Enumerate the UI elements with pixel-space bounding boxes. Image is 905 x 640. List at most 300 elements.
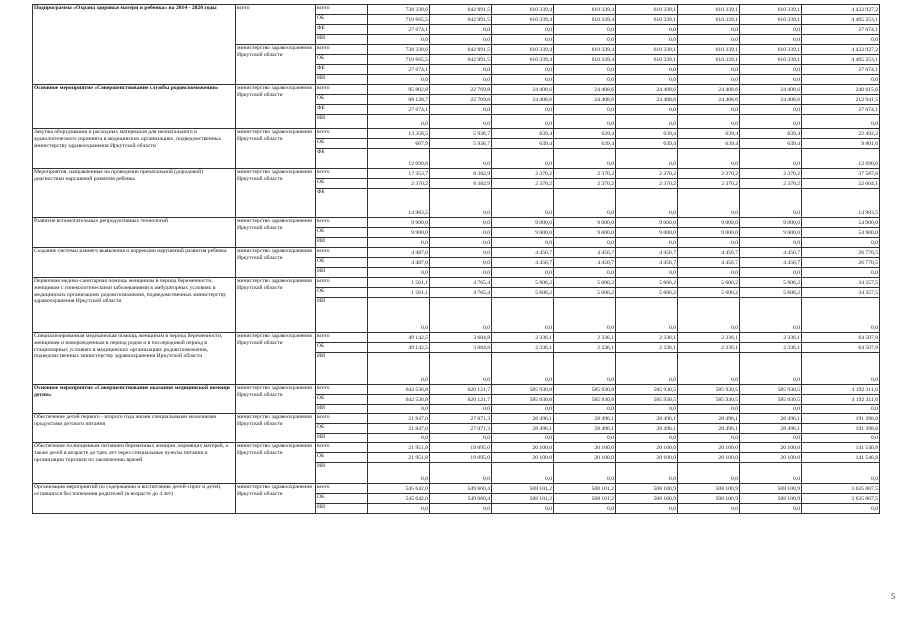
funding-source-cell: всего	[316, 278, 368, 288]
year-value-cell: 4 487,0	[368, 248, 430, 258]
year-value-cell: 9 000,0	[554, 218, 616, 228]
year-value-cell: 0,0	[616, 238, 678, 248]
year-value-cell: 0,0	[368, 238, 430, 248]
year-value-cell: 4 456,7	[554, 248, 616, 258]
year-value-cell: 68 128,7	[368, 95, 430, 105]
year-value-cell: 639,4	[554, 139, 616, 149]
year-value-cell: 0,0	[368, 353, 430, 385]
year-value-cell: 0,0	[368, 75, 430, 85]
year-value-cell: 2 370,2	[678, 169, 740, 179]
funding-source-cell: ФБ	[316, 149, 368, 169]
year-value-cell: 610 339,1	[678, 45, 740, 55]
year-value-cell: 610 339,1	[740, 15, 802, 25]
funding-source-cell: ОБ	[316, 395, 368, 405]
year-value-cell: 0,0	[740, 115, 802, 129]
year-value-cell: 0,0	[430, 35, 492, 45]
year-value-cell: 4 456,7	[616, 248, 678, 258]
total-value-cell: 212 941,5	[802, 95, 880, 105]
year-value-cell: 28 496,1	[678, 414, 740, 424]
total-value-cell: 34 357,5	[802, 288, 880, 298]
funding-source-cell: всего	[316, 414, 368, 424]
year-value-cell: 585 930,5	[740, 395, 802, 405]
year-value-cell: 9 000,0	[740, 228, 802, 238]
year-value-cell: 0,0	[492, 405, 554, 414]
funding-source-cell: всего	[316, 169, 368, 179]
year-value-cell: 508 100,9	[616, 494, 678, 504]
year-value-cell: 0,0	[678, 463, 740, 484]
year-value-cell: 0,0	[616, 189, 678, 218]
year-value-cell: 738 339,6	[368, 45, 430, 55]
total-value-cell: 34 357,5	[802, 278, 880, 288]
year-value-cell: 5 936,7	[430, 139, 492, 149]
year-value-cell: 585 930,8	[554, 385, 616, 395]
year-value-cell: 0,0	[554, 35, 616, 45]
total-value-cell: 191 398,8	[802, 414, 880, 424]
year-value-cell: 5 606,2	[740, 288, 802, 298]
table-row	[33, 385, 880, 395]
year-value-cell: 5 606,2	[678, 278, 740, 288]
year-value-cell: 620 121,7	[430, 385, 492, 395]
year-value-cell: 21 847,0	[368, 414, 430, 424]
total-value-cell: 9 801,6	[802, 139, 880, 149]
funding-source-cell: ОБ	[316, 15, 368, 25]
year-value-cell: 0,0	[430, 405, 492, 414]
year-value-cell: 0,0	[616, 405, 678, 414]
year-value-cell: 0,0	[554, 353, 616, 385]
year-value-cell: 20 100,0	[740, 453, 802, 463]
funding-source-cell: ОБ	[316, 258, 368, 268]
activity-name: Создание системы раннего выявления и коррекции нарушений развития ребенка	[33, 248, 236, 278]
total-value-cell: 12 690,6	[802, 149, 880, 169]
year-value-cell: 95 802,8	[368, 85, 430, 95]
funding-source-cell: ФБ	[316, 105, 368, 115]
year-value-cell: 4 456,7	[678, 258, 740, 268]
year-value-cell: 28 496,1	[492, 424, 554, 434]
year-value-cell: 0,0	[554, 105, 616, 115]
total-value-cell: 22 604,1	[802, 179, 880, 189]
funding-source-cell: ИИ	[316, 463, 368, 484]
executor-cell: министерство здравоохранения Иркутской области	[236, 85, 316, 129]
year-value-cell: 9 900,0	[368, 218, 430, 228]
year-value-cell: 610 339,4	[554, 55, 616, 65]
year-value-cell: 2 370,2	[368, 179, 430, 189]
year-value-cell: 4 456,7	[740, 248, 802, 258]
table-row	[33, 484, 880, 494]
total-value-cell: 4 405 253,1	[802, 55, 880, 65]
year-value-cell: 549 660,4	[430, 494, 492, 504]
year-value-cell: 0,0	[492, 268, 554, 278]
year-value-cell: 24 408,6	[492, 85, 554, 95]
year-value-cell: 0,0	[492, 65, 554, 75]
executor-cell: министерство здравоохранения Иркутской области	[236, 248, 316, 278]
year-value-cell: 9 000,0	[678, 228, 740, 238]
year-value-cell: 14 983,5	[368, 189, 430, 218]
year-value-cell: 0,0	[492, 434, 554, 443]
year-value-cell: 610 339,1	[740, 55, 802, 65]
year-value-cell: 0,0	[368, 298, 430, 333]
funding-source-cell: всего	[316, 85, 368, 95]
funding-source-cell: ФБ	[316, 189, 368, 218]
total-value-cell: 0,0	[802, 75, 880, 85]
year-value-cell: 2 336,1	[740, 343, 802, 353]
year-value-cell: 738 339,6	[368, 5, 430, 15]
year-value-cell: 2 336,1	[492, 333, 554, 343]
year-value-cell: 4 765,4	[430, 288, 492, 298]
year-value-cell: 24 408,6	[554, 95, 616, 105]
funding-source-cell: ОБ	[316, 139, 368, 149]
year-value-cell: 0,0	[430, 298, 492, 333]
year-value-cell: 21 951,8	[368, 443, 430, 453]
year-value-cell: 0,0	[430, 228, 492, 238]
year-value-cell: 0,0	[678, 434, 740, 443]
year-value-cell: 0,0	[616, 149, 678, 169]
funding-source-cell: ОБ	[316, 228, 368, 238]
year-value-cell: 0,0	[492, 504, 554, 514]
year-value-cell: 0,0	[616, 65, 678, 75]
total-value-cell: 0,0	[802, 35, 880, 45]
year-value-cell: 0,0	[616, 75, 678, 85]
year-value-cell: 549 660,4	[430, 484, 492, 494]
year-value-cell: 5 606,2	[740, 278, 802, 288]
year-value-cell: 0,0	[492, 105, 554, 115]
year-value-cell: 0,0	[554, 115, 616, 129]
year-value-cell: 9 000,0	[492, 218, 554, 228]
year-value-cell: 0,0	[616, 298, 678, 333]
year-value-cell: 585 930,5	[678, 385, 740, 395]
year-value-cell: 2 336,1	[740, 333, 802, 343]
year-value-cell: 508 101,2	[492, 484, 554, 494]
executor-cell: министерство здравоохранения Иркутской области	[236, 385, 316, 414]
year-value-cell: 2 336,1	[678, 333, 740, 343]
total-value-cell: 0,0	[802, 504, 880, 514]
funding-source-cell: ИИ	[316, 35, 368, 45]
year-value-cell: 0,0	[368, 504, 430, 514]
year-value-cell: 0,0	[678, 25, 740, 35]
year-value-cell: 20 100,0	[678, 443, 740, 453]
year-value-cell: 0,0	[492, 115, 554, 129]
year-value-cell: 0,0	[678, 75, 740, 85]
year-value-cell: 0,0	[740, 434, 802, 443]
year-value-cell: 2 370,2	[740, 169, 802, 179]
year-value-cell: 24 408,6	[554, 85, 616, 95]
year-value-cell: 0,0	[430, 65, 492, 75]
year-value-cell: 9 000,0	[616, 218, 678, 228]
year-value-cell: 21 847,0	[368, 424, 430, 434]
year-value-cell: 0,0	[554, 189, 616, 218]
funding-source-cell: всего	[316, 385, 368, 395]
funding-source-cell: всего	[316, 248, 368, 258]
year-value-cell: 9 000,0	[554, 228, 616, 238]
year-value-cell: 0,0	[740, 105, 802, 115]
total-value-cell: 4 192 311,6	[802, 385, 880, 395]
year-value-cell: 24 408,6	[678, 95, 740, 105]
year-value-cell: 642 536,8	[368, 385, 430, 395]
year-value-cell: 19 095,0	[430, 443, 492, 453]
year-value-cell: 0,0	[554, 298, 616, 333]
year-value-cell: 642 891,5	[430, 15, 492, 25]
year-value-cell: 0,0	[740, 25, 802, 35]
year-value-cell: 8 382,9	[430, 169, 492, 179]
year-value-cell: 0,0	[492, 298, 554, 333]
year-value-cell: 9 000,0	[616, 228, 678, 238]
year-value-cell: 0,0	[430, 248, 492, 258]
year-value-cell: 20 100,0	[554, 453, 616, 463]
year-value-cell: 24 408,6	[678, 85, 740, 95]
year-value-cell: 0,0	[616, 35, 678, 45]
activity-name: Основное мероприятие «Совершенствование службы родовспоможения»	[33, 85, 236, 129]
year-value-cell: 0,0	[430, 238, 492, 248]
year-value-cell: 4 487,0	[368, 258, 430, 268]
year-value-cell: 0,0	[368, 434, 430, 443]
year-value-cell: 5 606,2	[678, 288, 740, 298]
funding-source-cell: ОБ	[316, 453, 368, 463]
funding-source-cell: всего	[316, 333, 368, 343]
year-value-cell: 585 930,5	[616, 395, 678, 405]
year-value-cell: 27 674,1	[368, 105, 430, 115]
year-value-cell: 24 408,6	[616, 85, 678, 95]
year-value-cell: 9 000,0	[492, 228, 554, 238]
year-value-cell: 0,0	[430, 218, 492, 228]
year-value-cell: 639,4	[492, 139, 554, 149]
year-value-cell: 0,0	[554, 75, 616, 85]
year-value-cell: 5 936,7	[430, 129, 492, 139]
funding-source-cell: всего	[316, 443, 368, 453]
executor-cell: министерство здравоохранения Иркутской области	[236, 218, 316, 248]
activity-name: Развитие вспомогательных репродуктивных технологий	[33, 218, 236, 248]
funding-source-cell: ОБ	[316, 343, 368, 353]
year-value-cell: 610 339,4	[492, 45, 554, 55]
year-value-cell: 610 339,4	[554, 45, 616, 55]
total-value-cell: 0,0	[802, 405, 880, 414]
funding-source-cell: ОБ	[316, 55, 368, 65]
year-value-cell: 0,0	[678, 65, 740, 75]
year-value-cell: 642 891,5	[430, 45, 492, 55]
budget-table	[32, 4, 880, 514]
year-value-cell: 27 071,3	[430, 414, 492, 424]
year-value-cell: 0,0	[740, 504, 802, 514]
year-value-cell: 2 370,2	[678, 179, 740, 189]
year-value-cell: 0,0	[554, 65, 616, 75]
year-value-cell: 5 606,2	[554, 288, 616, 298]
year-value-cell: 508 101,2	[554, 494, 616, 504]
total-value-cell: 0,0	[802, 115, 880, 129]
activity-name: Обеспечение детей первого - второго года жизни специальными молочными продуктами детского питания	[33, 414, 236, 443]
year-value-cell: 610 339,4	[492, 15, 554, 25]
executor-cell: министерство здравоохранения Иркутской области	[236, 169, 316, 218]
year-value-cell: 21 951,8	[368, 453, 430, 463]
year-value-cell: 2 370,2	[554, 169, 616, 179]
year-value-cell: 22 769,8	[430, 85, 492, 95]
year-value-cell: 0,0	[740, 75, 802, 85]
year-value-cell: 0,0	[554, 504, 616, 514]
year-value-cell: 0,0	[492, 35, 554, 45]
total-value-cell: 0,0	[802, 353, 880, 385]
year-value-cell: 0,0	[616, 434, 678, 443]
year-value-cell: 2 336,1	[492, 343, 554, 353]
year-value-cell: 0,0	[740, 463, 802, 484]
total-value-cell: 191 398,8	[802, 424, 880, 434]
year-value-cell: 610 339,1	[740, 5, 802, 15]
year-value-cell: 0,0	[616, 268, 678, 278]
year-value-cell: 28 496,1	[616, 424, 678, 434]
year-value-cell: 27 071,3	[430, 424, 492, 434]
year-value-cell: 28 496,1	[740, 414, 802, 424]
year-value-cell: 610 339,1	[740, 45, 802, 55]
table-row	[33, 278, 880, 288]
year-value-cell: 0,0	[430, 189, 492, 218]
total-value-cell: 4 192 311,6	[802, 395, 880, 405]
table-row	[33, 333, 880, 343]
year-value-cell: 642 891,5	[430, 5, 492, 15]
year-value-cell: 0,0	[678, 238, 740, 248]
total-value-cell: 3 635 807,5	[802, 484, 880, 494]
year-value-cell: 0,0	[554, 434, 616, 443]
funding-source-cell: ОБ	[316, 179, 368, 189]
year-value-cell: 4 456,7	[678, 248, 740, 258]
year-value-cell: 0,0	[430, 504, 492, 514]
year-value-cell: 0,0	[678, 504, 740, 514]
year-value-cell: 12 690,6	[368, 149, 430, 169]
year-value-cell: 5 606,2	[554, 278, 616, 288]
year-value-cell: 639,4	[740, 139, 802, 149]
funding-source-cell: ИИ	[316, 115, 368, 129]
year-value-cell: 0,0	[492, 353, 554, 385]
year-value-cell: 5 606,2	[492, 288, 554, 298]
year-value-cell: 0,0	[616, 353, 678, 385]
total-value-cell: 26 770,5	[802, 258, 880, 268]
year-value-cell: 2 336,1	[678, 343, 740, 353]
year-value-cell: 2 336,1	[554, 343, 616, 353]
year-value-cell: 2 370,2	[492, 179, 554, 189]
year-value-cell: 24 408,6	[740, 85, 802, 95]
year-value-cell: 508 101,2	[492, 494, 554, 504]
total-value-cell: 0,0	[802, 463, 880, 484]
activity-name: Мероприятия, направленные на проведение пренатальной (дородовой) диагностики нарушений развития ребенка	[33, 169, 236, 218]
year-value-cell: 0,0	[616, 105, 678, 115]
executor-cell: министерство здравоохранения Иркутской области	[236, 443, 316, 484]
funding-source-cell: ФБ	[316, 65, 368, 75]
year-value-cell: 508 100,9	[740, 484, 802, 494]
executor-cell: министерство здравоохранения Иркутской области	[236, 484, 316, 514]
year-value-cell: 9 000,0	[740, 218, 802, 228]
year-value-cell: 0,0	[740, 353, 802, 385]
table-row	[33, 85, 880, 95]
total-value-cell: 54 900,0	[802, 218, 880, 228]
year-value-cell: 2 370,2	[554, 179, 616, 189]
year-value-cell: 639,4	[616, 139, 678, 149]
year-value-cell: 0,0	[740, 405, 802, 414]
year-value-cell: 0,0	[368, 35, 430, 45]
year-value-cell: 620 121,7	[430, 395, 492, 405]
year-value-cell: 0,0	[740, 65, 802, 75]
year-value-cell: 0,0	[678, 189, 740, 218]
year-value-cell: 2 336,1	[616, 343, 678, 353]
funding-source-cell: всего	[316, 218, 368, 228]
year-value-cell: 0,0	[430, 268, 492, 278]
year-value-cell: 0,0	[678, 115, 740, 129]
year-value-cell: 710 665,5	[368, 55, 430, 65]
year-value-cell: 610 339,1	[678, 15, 740, 25]
executor-cell: министерство здравоохранения Иркутской области	[236, 129, 316, 169]
year-value-cell: 0,0	[368, 115, 430, 129]
year-value-cell: 28 496,1	[616, 414, 678, 424]
table-row	[33, 414, 880, 424]
year-value-cell: 508 100,9	[678, 484, 740, 494]
year-value-cell: 5 606,2	[616, 278, 678, 288]
executor-cell: министерство здравоохранения Иркутской области	[236, 333, 316, 385]
total-value-cell: 54 900,0	[802, 228, 880, 238]
year-value-cell: 508 100,9	[678, 494, 740, 504]
year-value-cell: 2 370,2	[492, 169, 554, 179]
year-value-cell: 4 456,7	[616, 258, 678, 268]
year-value-cell: 585 930,8	[492, 385, 554, 395]
year-value-cell: 4 456,7	[492, 258, 554, 268]
total-value-cell: 27 674,1	[802, 65, 880, 75]
year-value-cell: 24 408,6	[492, 95, 554, 105]
table-row	[33, 443, 880, 453]
year-value-cell: 0,0	[554, 463, 616, 484]
year-value-cell: 0,0	[554, 149, 616, 169]
year-value-cell: 508 100,9	[616, 484, 678, 494]
funding-source-cell: ИИ	[316, 75, 368, 85]
year-value-cell: 0,0	[492, 149, 554, 169]
year-value-cell: 2 370,2	[616, 169, 678, 179]
total-value-cell: 3 635 807,5	[802, 494, 880, 504]
total-value-cell: 14 983,5	[802, 189, 880, 218]
funding-source-cell: ИИ	[316, 434, 368, 443]
year-value-cell: 610 339,4	[554, 15, 616, 25]
year-value-cell: 0,0	[430, 75, 492, 85]
activity-name: Первичная медико-санитарная помощь женщинам в период беременности, женщинам с гинекологическими заболеваниями в амбулаторных условиях в медицинских организациях родовспоможения, подведомственных министерству здравоохранения Иркутской области	[33, 278, 236, 333]
year-value-cell: 20 100,0	[678, 453, 740, 463]
total-value-cell: 27 674,1	[802, 25, 880, 35]
year-value-cell: 28 496,1	[554, 424, 616, 434]
year-value-cell: 28 496,1	[492, 414, 554, 424]
page-number: 5	[891, 592, 895, 601]
table-row	[33, 129, 880, 139]
total-value-cell: 64 507,8	[802, 333, 880, 343]
year-value-cell: 610 339,1	[616, 15, 678, 25]
year-value-cell: 24 408,6	[740, 95, 802, 105]
total-value-cell: 4 432 927,2	[802, 45, 880, 55]
total-value-cell: 26 770,5	[802, 248, 880, 258]
funding-source-cell: всего	[316, 484, 368, 494]
year-value-cell: 27 674,1	[368, 65, 430, 75]
year-value-cell: 610 339,1	[678, 5, 740, 15]
year-value-cell: 585 930,8	[492, 395, 554, 405]
year-value-cell: 639,4	[740, 129, 802, 139]
year-value-cell: 0,0	[554, 238, 616, 248]
year-value-cell: 0,0	[616, 25, 678, 35]
activity-name: Основное мероприятие «Совершенствование оказания медицинской помощи детям»	[33, 385, 236, 414]
year-value-cell: 4 456,7	[740, 258, 802, 268]
year-value-cell: 0,0	[616, 463, 678, 484]
year-value-cell: 0,0	[430, 463, 492, 484]
funding-source-cell: ИИ	[316, 405, 368, 414]
table-row	[33, 169, 880, 179]
funding-source-cell: ОБ	[316, 95, 368, 105]
year-value-cell: 3 684,8	[430, 343, 492, 353]
executor-cell: министерство здравоохранения Иркутской области	[236, 278, 316, 333]
year-value-cell: 639,4	[678, 139, 740, 149]
year-value-cell: 610 339,1	[616, 55, 678, 65]
total-value-cell: 37 587,6	[802, 169, 880, 179]
year-value-cell: 0,0	[492, 238, 554, 248]
funding-source-cell: ИИ	[316, 504, 368, 514]
year-value-cell: 0,0	[368, 405, 430, 414]
activity-name: Подпрограмма «Охрана здоровья матери и ребенка» на 2014 - 2020 годы	[33, 5, 236, 85]
total-value-cell: 0,0	[802, 238, 880, 248]
